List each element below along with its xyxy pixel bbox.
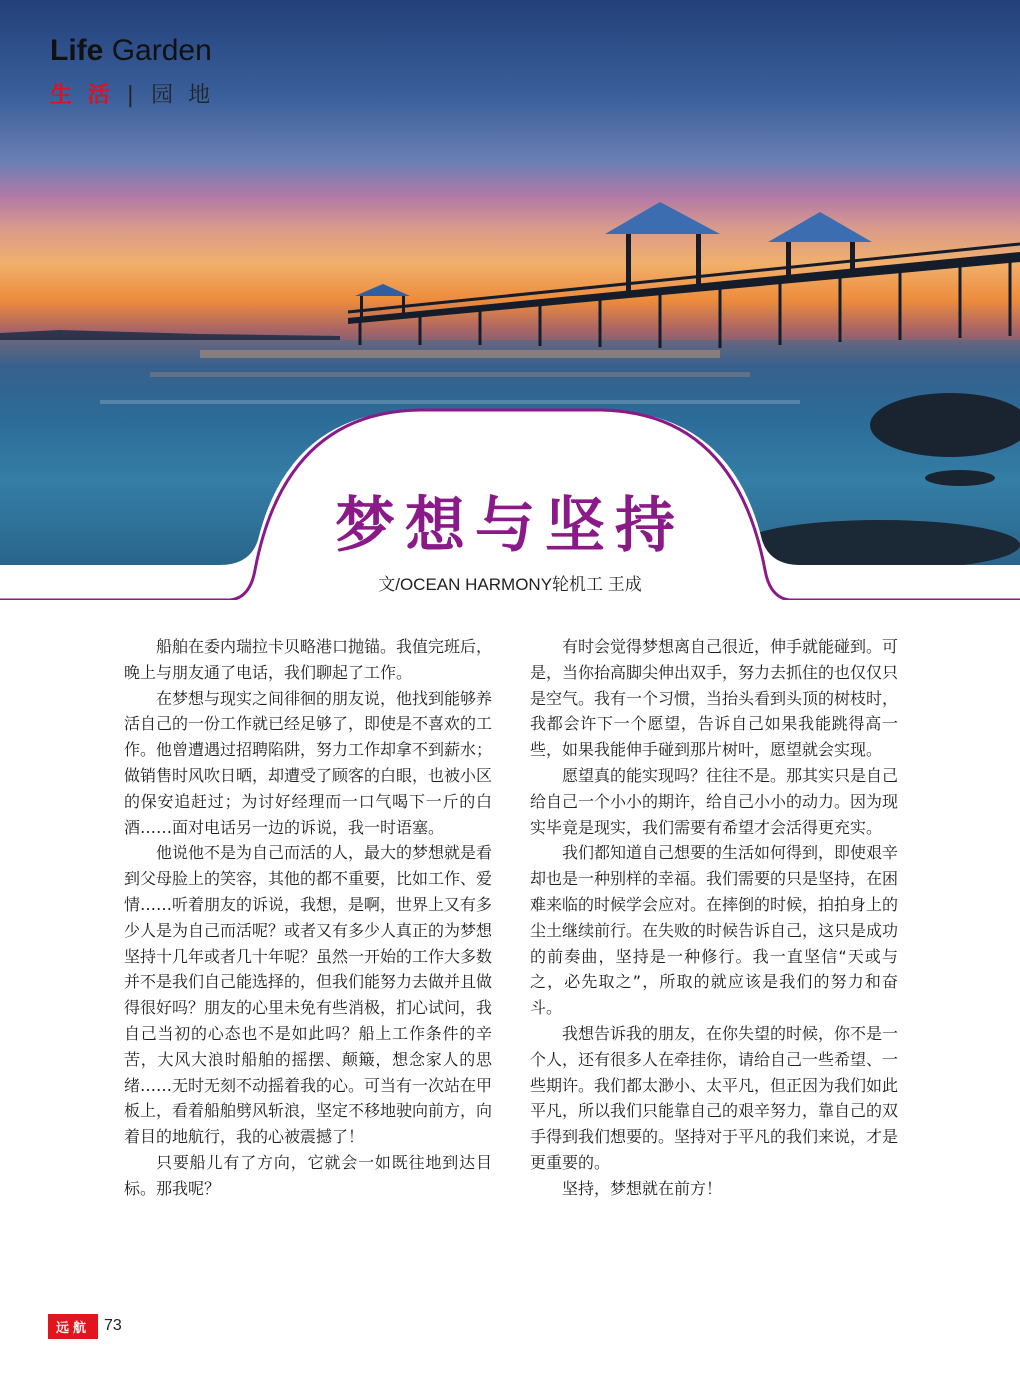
brand-bold: Life bbox=[50, 34, 104, 67]
section-brand bbox=[50, 34, 212, 68]
paragraph: 我想告诉我的朋友，在你失望的时候，你不是一个人，还有很多人在牵挂你，请给自己一些希望、一些期许。我们都太渺小、太平凡，但正因为我们如此平凡，所以我们只能靠自己的艰辛努力，靠自己的双手得到我们想要的。坚持对于平凡的我们来说，才是更重要的。 bbox=[530, 1023, 899, 1172]
paragraph: 我们都知道自己想要的生活如何得到，即使艰辛却也是一种别样的幸福。我们需要的只是坚持，在困难来临的时候学会应对。在摔倒的时候，拍拍身上的尘土继续前行。在失败的时候告诉自己，这只是成功的前奏曲，坚持是一种修行。我一直坚信“天或与之，必先取之”，所取的就应该是我们的努力和奋斗。 bbox=[530, 843, 899, 1018]
page-number: 73 bbox=[104, 1317, 122, 1334]
paragraph: 他说他不是为自己而活的人，最大的梦想就是看到父母脸上的笑容，其他的都不重要，比如工作、爱情……听着朋友的诉说，我想，是啊，世界上又有多少人是为自己而活呢？或者又有多少人真正的为梦想坚持十几年或者几十年呢？虽然一开始的工作大多数并不是我们自己能选择的，但我们能努力去做并且做得很好吗？朋友的心里未免有些消极，扪心试问，我自己当初的心态也不是如此吗？船上工作条件的辛苦，大风大浪时船舶的摇摆、颠簸，想念家人的思绪……无时无刻不动摇着我的心。可当有一次站在甲板上，看着船舶劈风斩浪，坚定不移地驶向前方，向着目的地航行，我的心被震撼了！ bbox=[124, 843, 493, 1147]
brand-light: Garden bbox=[111, 34, 212, 67]
paragraph: 有时会觉得梦想离自己很近，伸手就能碰到。可是，当你抬高脚尖伸出双手，努力去抓住的也仅仅只是空气。我有一个习惯，当抬头看到头顶的树枝时，我都会许下一个愿望，告诉自己如果我能跳得高一些，如果我能伸手碰到那片树叶，愿望就会实现。 bbox=[530, 637, 899, 760]
article-title: 梦想与坚持 bbox=[335, 491, 685, 561]
article-column-right bbox=[530, 634, 898, 1202]
paragraph: 在梦想与现实之间徘徊的朋友说，他找到能够养活自己的一份工作就已经足够了，即使是不喜欢的工作。他曾遭遇过招聘陷阱，努力工作却拿不到薪水；做销售时风吹日晒，却遭受了顾客的白眼，也被小区的保安追赶过；为讨好经理而一口气喝下一斤的白酒……面对电话另一边的诉说，我一时语塞。 bbox=[124, 688, 493, 837]
section-subbrand bbox=[50, 78, 214, 109]
article-column-left bbox=[124, 634, 492, 1202]
paragraph: 船舶在委内瑞拉卡贝略港口抛锚。我值完班后，晚上与朋友通了电话，我们聊起了工作。 bbox=[124, 637, 493, 682]
paragraph: 坚持，梦想就在前方！ bbox=[562, 1178, 723, 1198]
magazine-tag: 远航 bbox=[48, 1314, 98, 1339]
page-footer bbox=[48, 1314, 122, 1338]
subbrand-red: 生 活 bbox=[50, 83, 114, 108]
article-byline: 文/OCEAN HARMONY轮机工 王成 bbox=[378, 575, 642, 594]
paragraph: 只要船儿有了方向，它就会一如既往地到达目标。那我呢？ bbox=[124, 1152, 492, 1198]
subbrand-separator: | bbox=[126, 83, 139, 108]
paragraph: 愿望真的能实现吗？往往不是。那其实只是自己给自己一个小小的期许，给自己小小的动力。因为现实毕竟是现实，我们需要有希望才会活得更充实。 bbox=[530, 765, 899, 837]
subbrand-gray: 园 地 bbox=[151, 83, 215, 108]
